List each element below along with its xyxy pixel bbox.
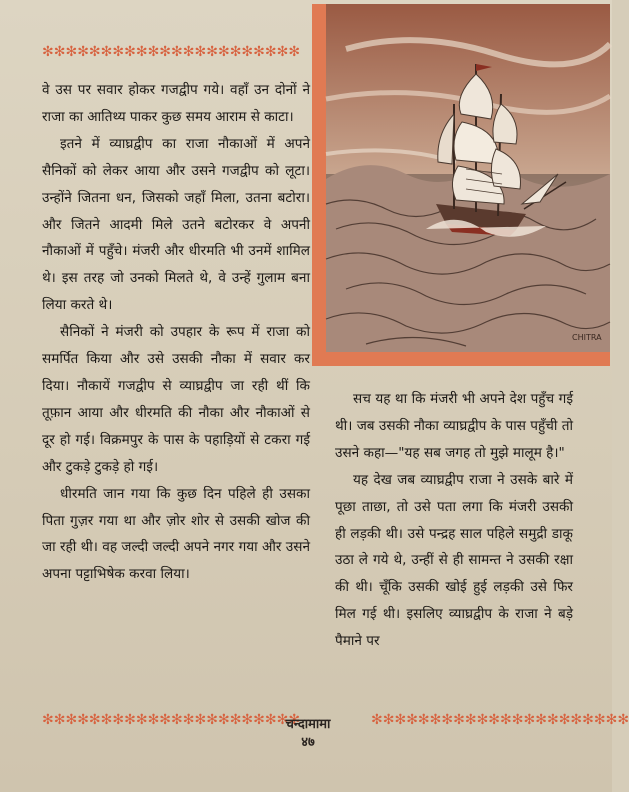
paragraph: सैनिकों ने मंजरी को उपहार के रूप में राजा को समर्पित किया और उसे उसकी नौका में सवार कर दिया। नौकायें गजद्वीप से व्याघ्रद्वीप जा रही थीं कि तूफ़ान आया और धीरमति की नौका और नौकाओं से दूर हो गई। विक्रमपुर के पास के पहाड़ियों से टकरा गई और टुकड़े टुकड़े हो गई। bbox=[42, 324, 310, 475]
bottom-right-border-ornament: ✻✻✻✻✻✻✻✻✻✻✻✻✻✻✻✻✻✻✻✻✻✻ bbox=[371, 712, 629, 728]
page-number: ४७ bbox=[301, 735, 315, 750]
magazine-title: चन्दामामा bbox=[285, 717, 331, 732]
ship-illustration bbox=[312, 4, 610, 366]
paragraph: धीरमति जान गया कि कुछ दिन पहिले ही उसका पिता गुज़र गया था और ज़ोर शोर से उसकी खोज की जा रही थी। वह जल्दी जल्दी अपने नगर गया और उसने अपना पट्टाभिषेक करवा लिया। bbox=[42, 485, 310, 583]
artist-signature: CHITRA bbox=[572, 333, 602, 342]
paragraph: सच यह था कि मंजरी भी अपने देश पहुँच गई थी। जब उसकी नौका व्याघ्रद्वीप के पास पहुँची तो उसने कहा—"यह सब जगह तो मुझे मालूम है।" bbox=[335, 391, 573, 461]
paragraph: यह देख जब व्याघ्रद्वीप राजा ने उसके बारे में पूछा ताछा, तो उसे पता लगा कि मंजरी उसकी ही लड़की थी। उसे पन्द्रह साल पहिले समुद्री डाकू उठा ले गये थे, उन्हीं से ही सामन्त ने उसकी रक्षा की थी। चूँकि उसकी खोई हुई लड़की उसे फिर मिल गई थी। इसलिए व्याघ्रद्वीप के राजा ने बड़े पैमाने पर bbox=[335, 471, 573, 650]
sailing-ship-icon bbox=[326, 4, 610, 352]
bottom-left-border-ornament: ✻✻✻✻✻✻✻✻✻✻✻✻✻✻✻✻✻✻✻✻✻✻ bbox=[42, 712, 301, 728]
paragraph: वे उस पर सवार होकर गजद्वीप गये। वहाँ उन दोनों ने राजा का आतिथ्य पाकर कुछ समय आराम से काटा। bbox=[42, 82, 310, 125]
left-text-column bbox=[42, 77, 310, 588]
paragraph: इतने में व्याघ्रद्वीप का राजा नौकाओं में अपने सैनिकों को लेकर आया और उसने गजद्वीप को लूटा। उन्होंने जितना धन, जिसको जहाँ मिला, उतना बटोरा। और जितने आदमी मिले उतने बटोरकर वे अपनी नौकाओं में पहुँचे। मंजरी और धीरमति भी उनमें शामिल थे। इस तरह जो उनको मिलते थे, वे उन्हें गुलाम बना लिया करते थे। bbox=[42, 135, 310, 314]
right-text-column bbox=[335, 386, 573, 655]
top-border-ornament: ✻✻✻✻✻✻✻✻✻✻✻✻✻✻✻✻✻✻✻✻✻✻ bbox=[42, 44, 301, 60]
